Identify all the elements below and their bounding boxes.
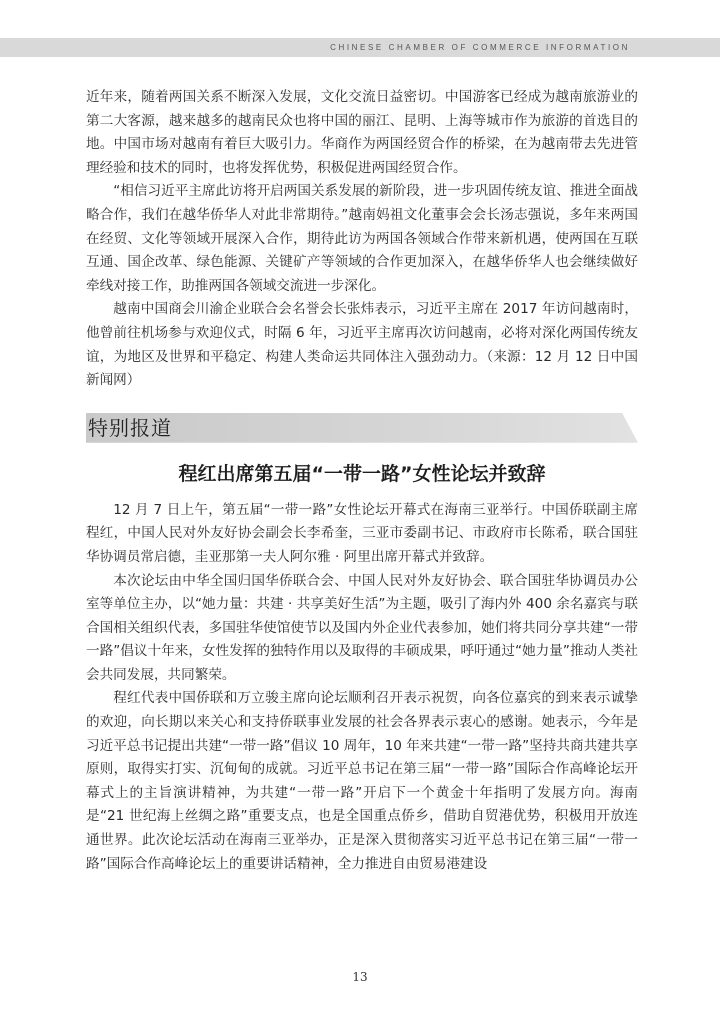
section-heading-bar (86, 413, 638, 443)
page-content (86, 86, 638, 876)
top-article-paragraph: 近年来，随着两国关系不断深入发展，文化交流日益密切。中国游客已经成为越南旅游业的第二大客源，越来越多的越南民众也将中国的丽江、昆明、上海等城市作为旅游的首选目的地。中国市场对越南有着巨大吸引力。华商作为两国经贸合作的桥梁，在为越南带去先进管理经验和技术的同时，也将发挥优势，积极促进两国经贸合作。 (86, 89, 638, 176)
section-heading-title: 特别报道 (88, 415, 172, 440)
feature-article-paragraph: 程红代表中国侨联和万立骏主席向论坛顺利召开表示祝贺，向各位嘉宾的到来表示诚挚的欢迎，向长期以来关心和支持侨联事业发展的社会各界表示衷心的感谢。她表示，今年是习近平总书记提出共建“一带一路”倡议 10 周年，10 年来共建“一带一路”坚持共商共建共享原则，取得实打实、沉甸甸的成就。习近平总书记在第三届“一带一路”国际合作高峰论坛开幕式上的主旨演讲精神，为共建“一带一路”开启下一个黄金十年指明了发展方向。海南是“21 世纪海上丝绸之路”重要支点，也是全国重点侨乡，借助自贸港优势，积极用开放连通世界。此次论坛活动在海南三亚举办，正是深入贯彻落实习近平总书记在第三届“一带一路”国际合作高峰论坛上的重要讲话精神，全力推进自由贸易港建设 (86, 690, 638, 872)
running-header-band (0, 38, 720, 57)
running-header-title: CHINESE CHAMBER OF COMMERCE INFORMATION (330, 43, 630, 52)
feature-article-title: 程红出席第五届“一带一路”女性论坛并致辞 (178, 462, 546, 485)
feature-article-paragraph: 本次论坛由中华全国归国华侨联合会、中国人民对外友好协会、联合国驻华协调员办公室等单位主办，以“她力量：共建 · 共享美好生活”为主题，吸引了海内外 400 余名嘉宾与联合国相关组织代表，多国驻华使馆使节以及国内外企业代表参加，她们将共同分享共建“一带一路”倡议十年来，女性发挥的独特作用以及取得的丰硕成果，呼吁通过“她力量”推动人类社会共同发展，共同繁荣。 (86, 572, 638, 683)
feature-article-paragraph: 12 月 7 日上午，第五届“一带一路”女性论坛开幕式在海南三亚举行。中国侨联副主席程红，中国人民对外友好协会副会长李希奎，三亚市委副书记、市政府市长陈希，联合国驻华协调员常启德，圭亚那第一夫人阿尔雅 · 阿里出席开幕式并致辞。 (86, 501, 638, 565)
top-article-paragraph: 越南中国商会川渝企业联合会名誉会长张炜表示，习近平主席在 2017 年访问越南时，他曾前往机场参与欢迎仪式，时隔 6 年，习近平主席再次访问越南，必将对深化两国传统友谊，为地区及世界和平稳定、构建人类命运共同体注入强劲动力。（来源：12 月 12 日中国新闻网） (86, 301, 638, 389)
page-number: 13 (352, 970, 368, 984)
top-article-paragraph: “相信习近平主席此访将开启两国关系发展的新阶段，进一步巩固传统友谊、推进全面战略合作，我们在越华侨华人对此非常期待。”越南妈祖文化董事会会长汤志强说，多年来两国在经贸、文化等领域开展深入合作，期待此访为两国各领域合作带来新机遇，使两国在互联互通、国企改革、绿色能源、关键矿产等领域的合作更加深入，在越华侨华人也会继续做好牵线对接工作，助推两国各领域交流进一步深化。 (86, 183, 638, 294)
